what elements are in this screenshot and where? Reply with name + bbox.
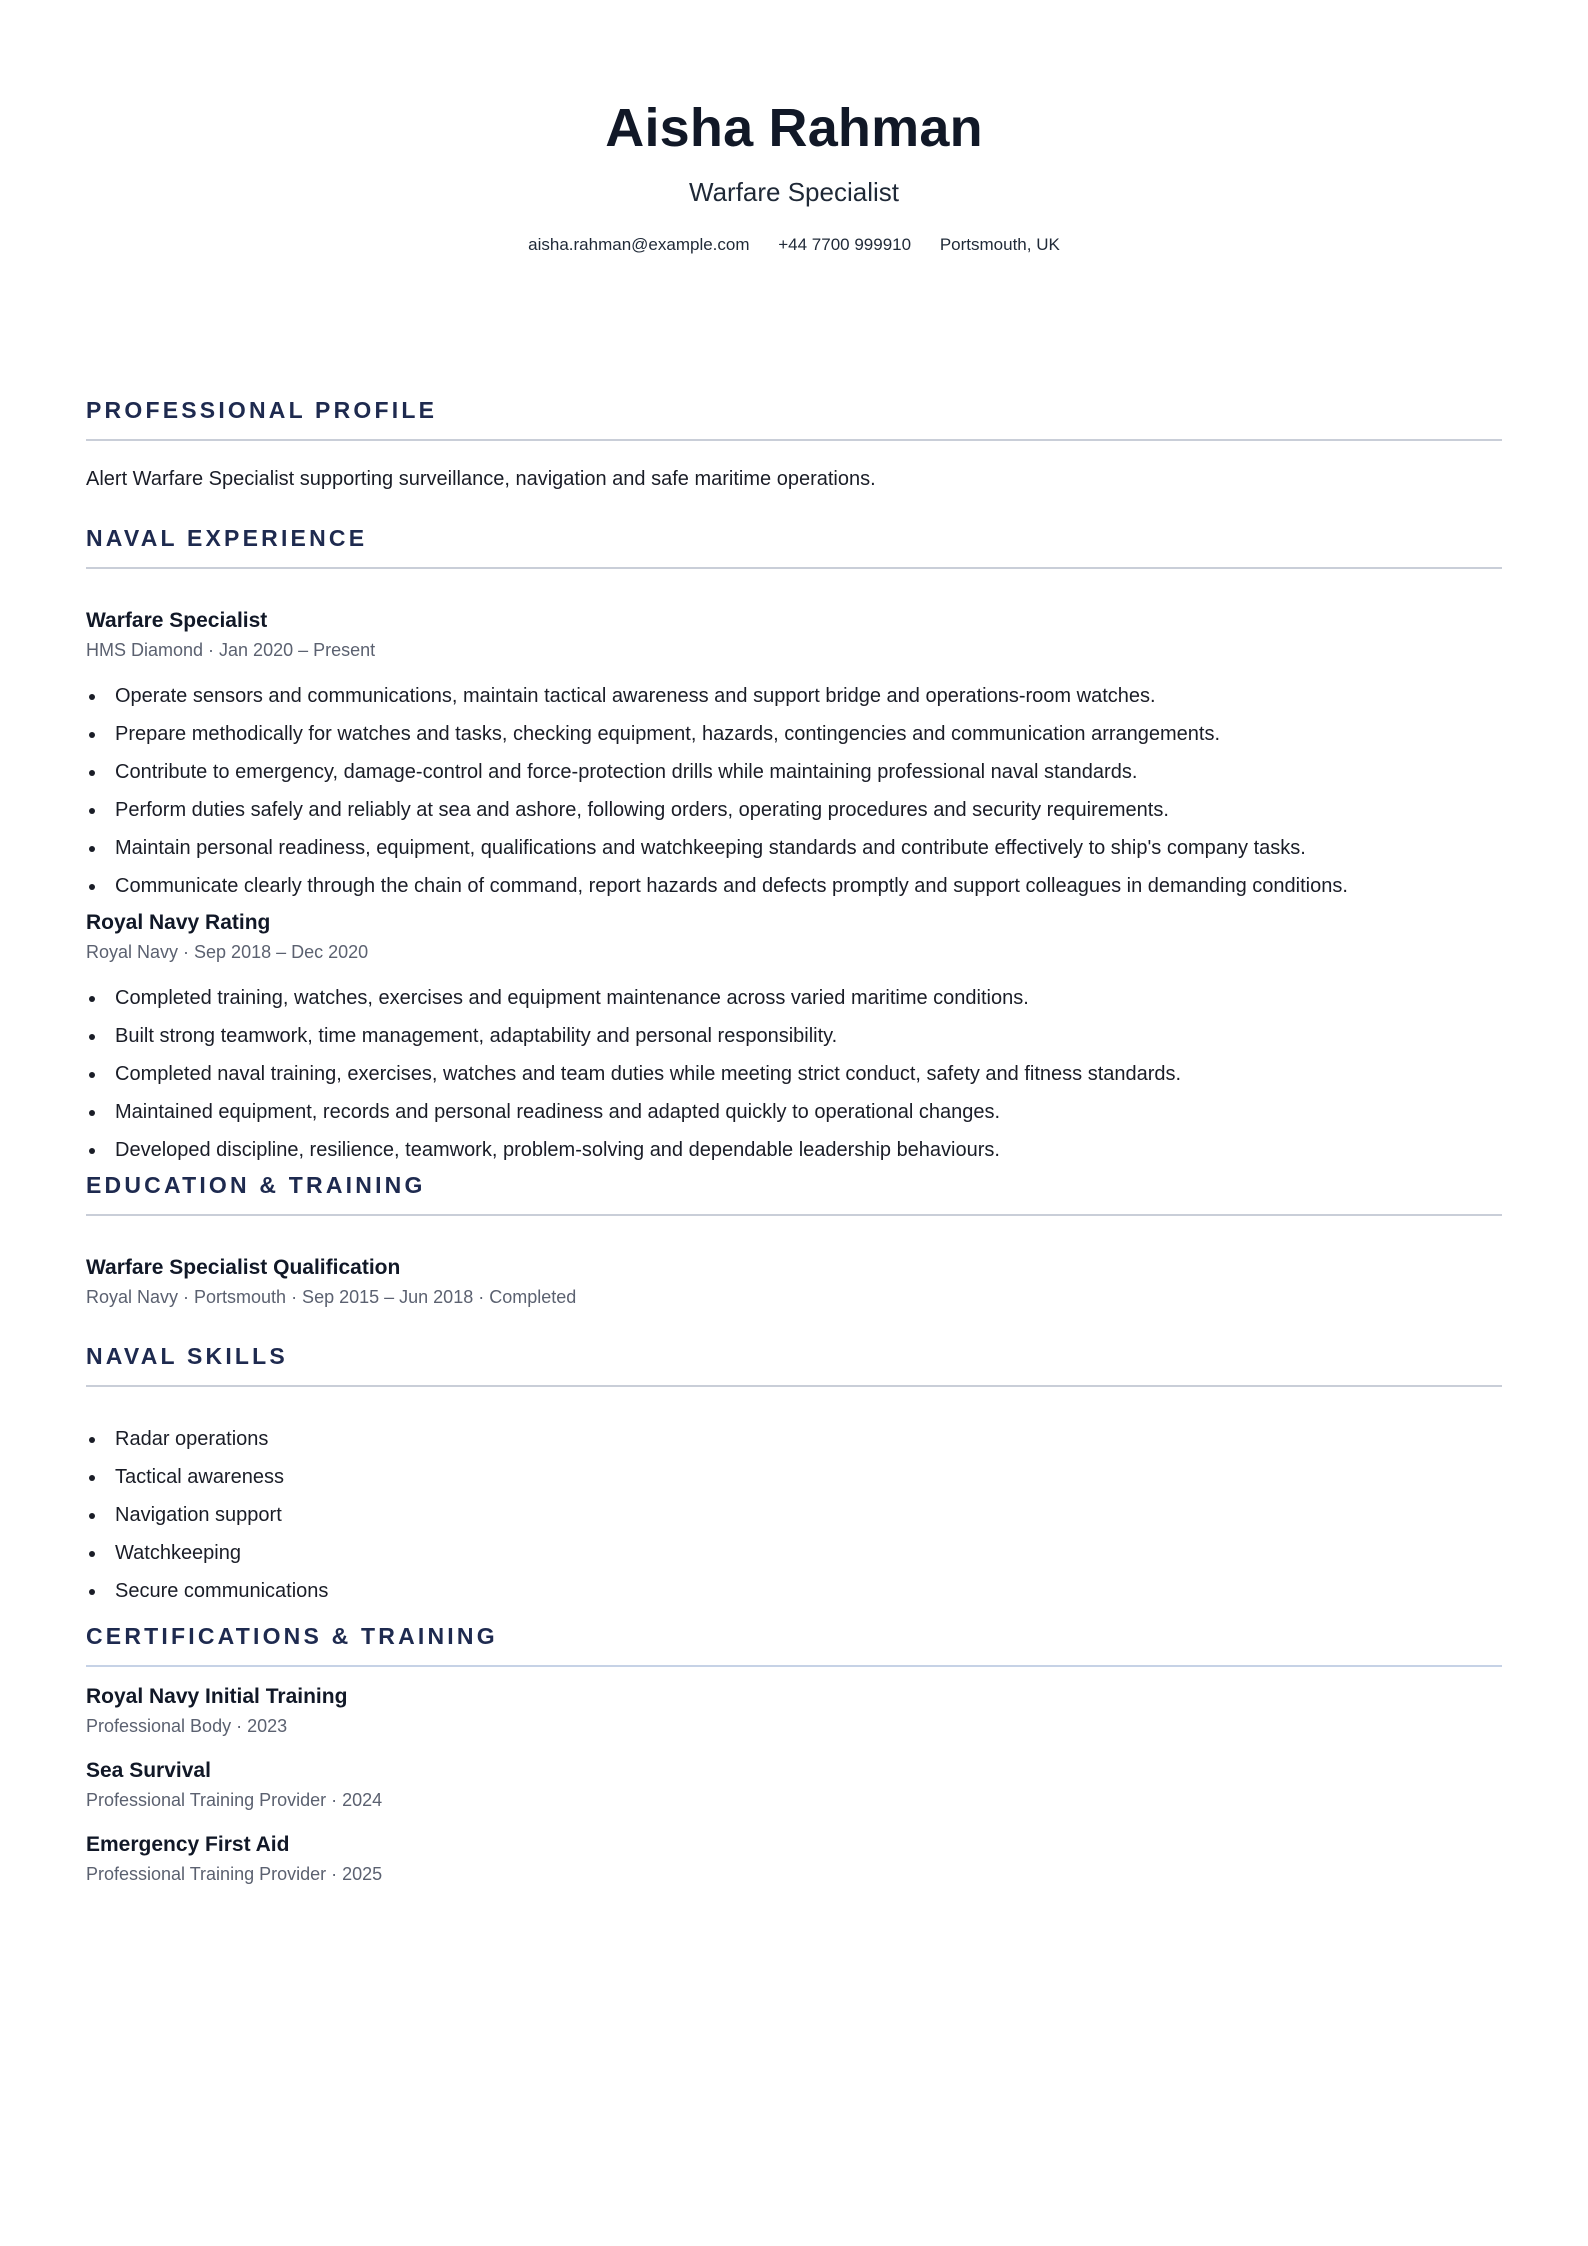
certification-title: Emergency First Aid [86, 1833, 290, 1856]
section-title-certifications: CERTIFICATIONS & TRAINING [86, 1623, 498, 1649]
job-title: Warfare Specialist [86, 609, 268, 632]
job-entry [86, 607, 1502, 910]
contact-line [86, 234, 1502, 256]
list-item: Built strong teamwork, time management, adaptability and personal responsibility. [86, 1022, 1502, 1060]
job-meta: Royal Navy · Sep 2018 – Dec 2020 [86, 942, 369, 962]
list-item: Maintained equipment, records and personal readiness and adapted quickly to operational changes. [86, 1098, 1502, 1136]
certification-meta: Professional Training Provider · 2025 [86, 1864, 383, 1884]
section-divider [86, 567, 1502, 569]
certification-entry [86, 1757, 1502, 1812]
section-title-skills: NAVAL SKILLS [86, 1343, 288, 1369]
education-section [86, 1170, 1502, 1309]
certification-title: Sea Survival [86, 1759, 211, 1782]
list-item: Perform duties safely and reliably at sea and ashore, following orders, operating procedures and security requirements. [86, 796, 1502, 834]
education-entry [86, 1254, 1502, 1309]
section-title-education: EDUCATION & TRAINING [86, 1172, 426, 1198]
contact-email: aisha.rahman@example.com [528, 235, 750, 254]
section-divider [86, 1214, 1502, 1216]
candidate-name: Aisha Rahman [605, 98, 983, 158]
section-title-profile: PROFESSIONAL PROFILE [86, 397, 438, 423]
certification-entry [86, 1683, 1502, 1738]
certification-meta: Professional Body · 2023 [86, 1716, 288, 1736]
job-title: Royal Navy Rating [86, 911, 271, 934]
certification-entry [86, 1831, 1502, 1886]
resume-header [86, 0, 1502, 256]
list-item: Prepare methodically for watches and tasks, checking equipment, hazards, contingencies and communication arrangements. [86, 720, 1502, 758]
contact-location: Portsmouth, UK [939, 235, 1060, 254]
list-item: Completed naval training, exercises, watches and team duties while meeting strict conduct, safety and fitness standards. [86, 1060, 1502, 1098]
education-title: Warfare Specialist Qualification [86, 1256, 401, 1279]
skills-list [86, 1425, 1502, 1615]
list-item: Tactical awareness [86, 1463, 1502, 1501]
section-divider [86, 439, 1502, 441]
list-item: Operate sensors and communications, maintain tactical awareness and support bridge and operations-room watches. [86, 682, 1502, 720]
list-item: Developed discipline, resilience, teamwork, problem-solving and dependable leadership behaviours. [86, 1136, 1502, 1174]
certifications-section [86, 1621, 1502, 1886]
profile-section [86, 395, 1502, 493]
job-entry [86, 909, 1502, 1174]
certification-title: Royal Navy Initial Training [86, 1685, 348, 1708]
job-bullets [86, 682, 1502, 910]
candidate-headline: Warfare Specialist [689, 177, 899, 207]
certification-meta: Professional Training Provider · 2024 [86, 1790, 383, 1810]
profile-summary: Alert Warfare Specialist supporting surveillance, navigation and safe maritime operations. [86, 468, 876, 490]
job-bullets [86, 984, 1502, 1174]
experience-section [86, 523, 1502, 1174]
job-meta: HMS Diamond · Jan 2020 – Present [86, 640, 376, 660]
contact-phone: +44 7700 999910 [778, 235, 912, 254]
education-meta: Royal Navy · Portsmouth · Sep 2015 – Jun 2018 · Completed [86, 1287, 577, 1307]
list-item: Maintain personal readiness, equipment, qualifications and watchkeeping standards and contribute effectively to ship's company tasks. [86, 834, 1502, 872]
list-item: Navigation support [86, 1501, 1502, 1539]
section-divider [86, 1665, 1502, 1667]
section-title-experience: NAVAL EXPERIENCE [86, 525, 368, 551]
list-item: Contribute to emergency, damage-control and force-protection drills while maintaining professional naval standards. [86, 758, 1502, 796]
section-divider [86, 1385, 1502, 1387]
list-item: Secure communications [86, 1577, 1502, 1615]
list-item: Radar operations [86, 1425, 1502, 1463]
list-item: Completed training, watches, exercises and equipment maintenance across varied maritime conditions. [86, 984, 1502, 1022]
list-item: Watchkeeping [86, 1539, 1502, 1577]
skills-section [86, 1341, 1502, 1615]
list-item: Communicate clearly through the chain of command, report hazards and defects promptly and support colleagues in demanding conditions. [86, 872, 1502, 910]
